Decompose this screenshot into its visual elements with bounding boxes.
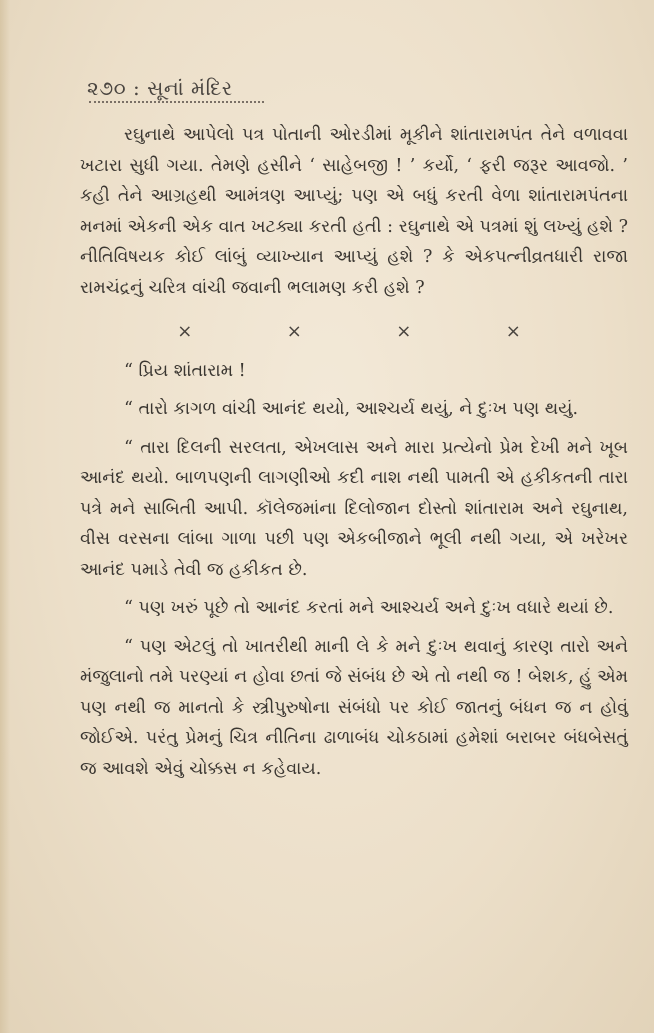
separator-mark: × [177, 321, 193, 342]
paragraph-5: “ પણ એટલું તો ખાતરીથી માની લે કે મને દુઃખ થવાનું કારણ તારો અને મંજુલાનો તમે પરણ્યાં ન હોવા છતાં જે સંબંધ છે એ તો નથી જ ! બેશક, હું એમ પણ નથી જ માનતો કે સ્ત્રીપુરુષોના સંબંધો પર કોઈ જાતનું બંધન જ ન હોવું જોઈએ. પરંતુ પ્રેમનું ચિત્ર નીતિના ઢાળાબંધ ચોકઠામાં હમેશાં બરાબર બંધબેસતું જ આવશે એવું ચોક્કસ ન કહેવાય. [80, 636, 628, 779]
running-head: ૨૭૦ : સૂનાં મંદિર [87, 76, 233, 100]
paragraph-4: “ પણ ખરું પૂછે તો આનંદ કરતાં મને આશ્ચર્ય અને દુઃખ વધારે થયાં છે. [124, 598, 614, 618]
paragraph-1: રઘુનાથે આપેલો પત્ર પોતાની ઓરડીમાં મૂકીને શાંતારામપંત તેને વળાવવા ખટારા સુધી ગયા. તેમણે હસીને ‘ સાહેબજી ! ’ કર્યો, ‘ ફરી જરૂર આવજો. ’ કહી તેને આગ્રહથી આમંત્રણ આપ્યું; પણ એ બધું કરતી વેળા શાંતારામપંતના મનમાં એકની એક વાત ખટક્યા કરતી હતી : રઘુનાથે એ પત્રમાં શું લખ્યું હશે ? નીતિવિષયક કોઈ લાંબું વ્યાખ્યાન આપ્યું હશે ? કે એકપત્નીવ્રતધારી રાજા રામચંદ્રનું ચરિત્ર વાંચી જવાની ભલામણ કરી હશે ? [80, 125, 628, 298]
section-separator [80, 317, 628, 348]
separator-mark: × [286, 321, 302, 342]
paragraph-2: “ તારો કાગળ વાંચી આનંદ થયો, આશ્ચર્ય થયું, ને દુઃખ પણ થયું. [124, 399, 579, 419]
separator-mark: × [396, 321, 412, 342]
header-dotted-rule [89, 101, 264, 103]
letter-salutation: “ પ્રિય શાંતારામ ! [124, 360, 246, 381]
page-gutter-shadow [0, 0, 10, 1033]
separator-mark: × [505, 321, 521, 342]
page-body [80, 120, 628, 784]
paragraph-3: “ તારા દિલની સરલતા, એખલાસ અને મારા પ્રત્યેનો પ્રેમ દેખી મને ખૂબ આનંદ થયો. બાળપણની લાગણીઓ કદી નાશ નથી પામતી એ હકીકતની તારા પત્રે મને સાબિતી આપી. કૉલેજમાંના દિલોજાન દોસ્તો શાંતારામ અને રઘુનાથ, વીસ વરસના લાંબા ગાળા પછી પણ એકબીજાને ભૂલી નથી ગયા, એ ખરેખર આનંદ પમાડે તેવી જ હકીકત છે. [80, 437, 628, 580]
